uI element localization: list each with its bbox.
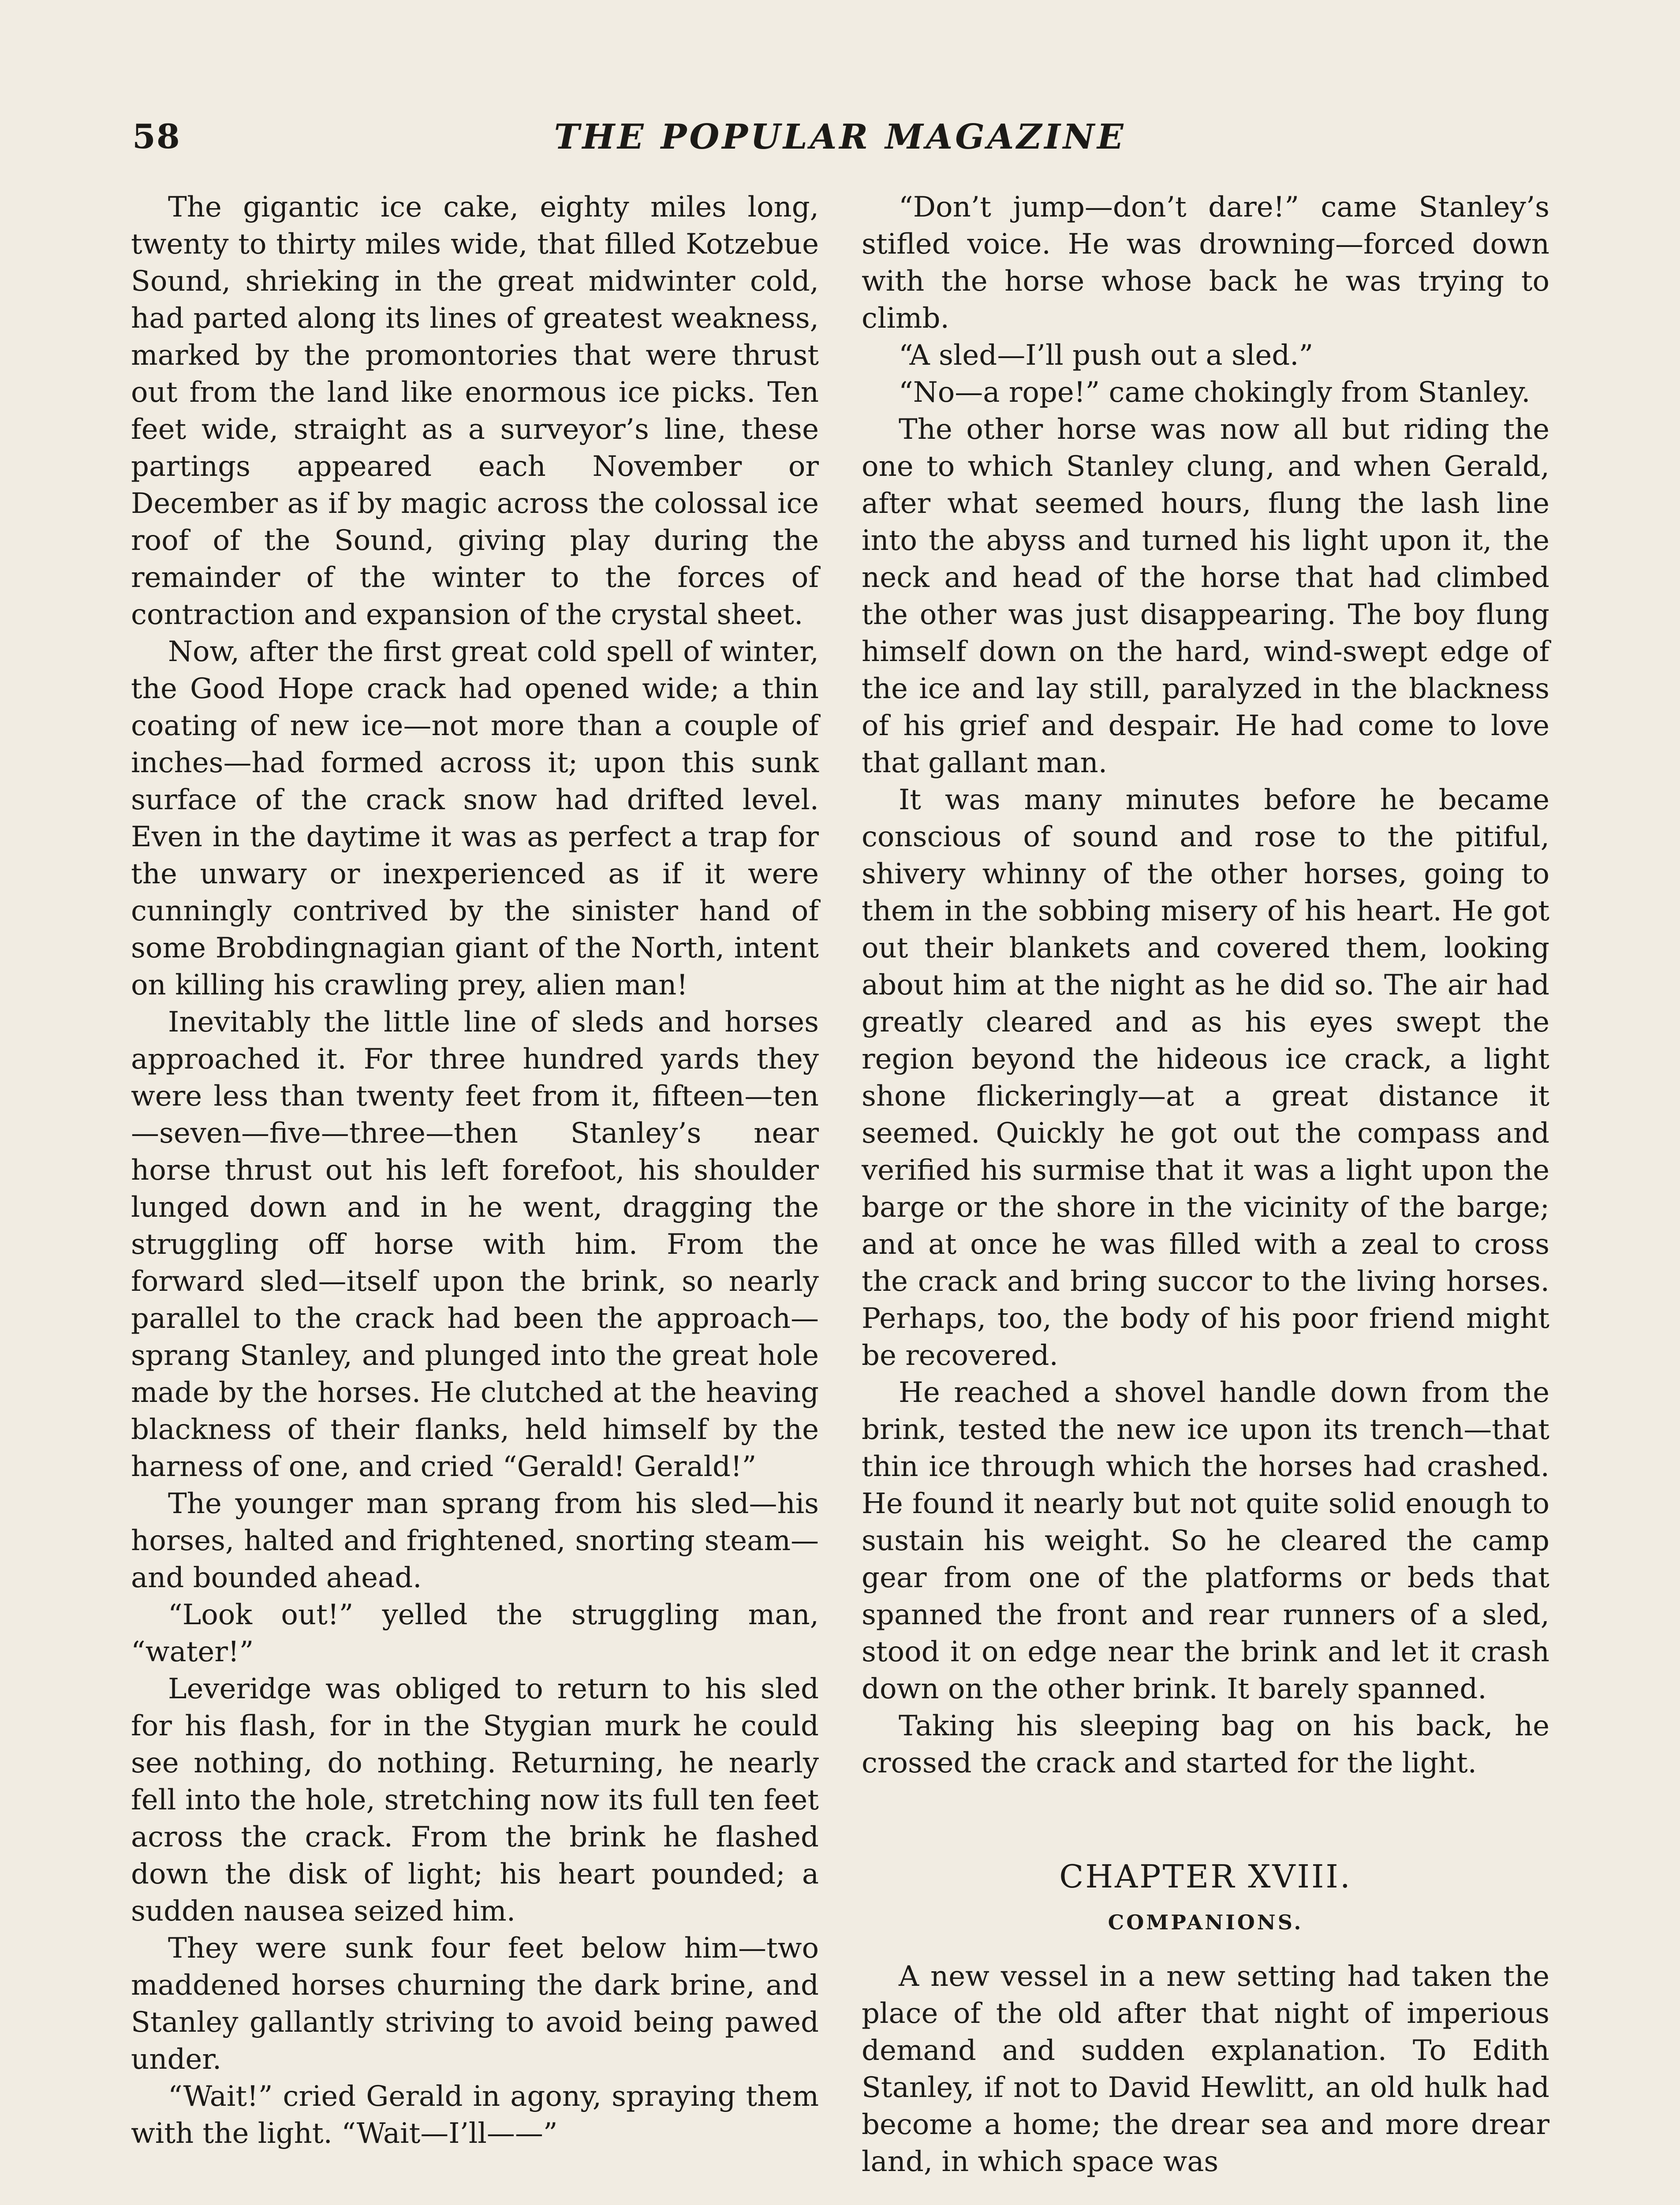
paragraph: “No—a rope!” came chokingly from Stanley. bbox=[899, 376, 1531, 409]
page-header bbox=[132, 117, 1548, 170]
paragraph: “Wait!” cried Gerald in agony, spraying them with the light. “Wait—I’ll——” bbox=[131, 2080, 819, 2150]
paragraph: The gigantic ice cake, eighty miles long, twenty to thirty miles wide, that filled Kotzebue Sound, shrieking in the great midwinter cold, had parted along its lines of greatest weakness, marked by the promontories that were thrust out from the land like enormous ice picks. Ten feet wide, straight as a surveyor’s line, these partings appeared each November or December as if by magic across the colossal ice roof of the Sound, giving play during the remainder of the winter to the forces of contraction and expansion of the crystal sheet. bbox=[131, 191, 819, 631]
paragraph: Taking his sleeping bag on his back, he crossed the crack and started for the light. bbox=[862, 1710, 1549, 1779]
right-column bbox=[862, 189, 1549, 2180]
paragraph: “A sled—I’ll push out a sled.” bbox=[899, 339, 1314, 372]
chapter-heading bbox=[862, 1857, 1549, 1938]
paragraph: The younger man sprang from his sled—his horses, halted and frightened, snorting steam—and bounded ahead. bbox=[131, 1487, 819, 1594]
paragraph: Inevitably the little line of sleds and horses approached it. For three hundred yards they were less than twenty feet from it, fifteen—ten—seven—five—three—then Stanley’s near horse thrust out his left forefoot, his shoulder lunged down and in he went, dragging the struggling off horse with him. From the forward sled—itself upon the brink, so nearly parallel to the crack had been the approach—sprang Stanley, and plunged into the great hole made by the horses. He clutched at the heaving blackness of their flanks, held himself by the harness of one, and cried “Gerald! Gerald!” bbox=[131, 1006, 819, 1483]
left-column bbox=[131, 189, 819, 2152]
paragraph: “Don’t jump—don’t dare!” came Stanley’s stifled voice. He was drowning—forced down with the horse whose back he was trying to climb. bbox=[862, 191, 1549, 335]
paragraph: They were sunk four feet below him—two maddened horses churning the dark brine, and Stanley gallantly striving to avoid being pawed under. bbox=[131, 1932, 819, 2076]
paragraph: It was many minutes before he became conscious of sound and rose to the pitiful, shivery whinny of the other horses, going to them in the sobbing misery of his heart. He got out their blankets and covered them, looking about him at the night as he did so. The air had greatly cleared and as his eyes swept the region beyond the hideous ice crack, a light shone flickeringly—at a great distance it seemed. Quickly he got out the compass and verified his surmise that it was a light upon the barge or the shore in the vicinity of the barge; and at once he was filled with a zeal to cross the crack and bring succor to the living horses. Perhaps, too, the body of his poor friend might be recovered. bbox=[862, 784, 1549, 1372]
paragraph: A new vessel in a new setting had taken the place of the old after that night of imperious demand and sudden explanation. To Edith Stanley, if not to David Hewlitt, an old hulk had become a home; the drear sea and more drear land, in which space was bbox=[862, 1960, 1549, 2178]
chapter-subtitle: COMPANIONS. bbox=[1108, 1910, 1303, 1934]
paragraph: “Look out!” yelled the struggling man, “water!” bbox=[131, 1599, 819, 1668]
running-title: THE POPULAR MAGAZINE bbox=[554, 117, 1126, 157]
paragraph: Leveridge was obliged to return to his sled for his flash, for in the Stygian murk he could see nothing, do nothing. Returning, he nearly fell into the hole, stretching now its full ten feet across the crack. From the brink he flashed down the disk of light; his heart pounded; a sudden nausea seized him. bbox=[131, 1673, 819, 1928]
chapter-title: CHAPTER XVIII. bbox=[1059, 1858, 1352, 1895]
paragraph: The other horse was now all but riding the one to which Stanley clung, and when Gerald, after what seemed hours, flung the lash line into the abyss and turned his light upon it, the neck and head of the horse that had climbed the other was just disappearing. The boy flung himself down on the hard, wind-swept edge of the ice and lay still, paralyzed in the blackness of his grief and despair. He had come to love that gallant man. bbox=[862, 413, 1549, 779]
paragraph: He reached a shovel handle down from the brink, tested the new ice upon its trench—that thin ice through which the horses had crashed. He found it nearly but not quite solid enough to sustain his weight. So he cleared the camp gear from one of the platforms or beds that spanned the front and rear runners of a sled, stood it on edge near the brink and let it crash down on the other brink. It barely spanned. bbox=[862, 1376, 1549, 1705]
page-number: 58 bbox=[132, 117, 181, 156]
paragraph: Now, after the first great cold spell of winter, the Good Hope crack had opened wide; a thin coating of new ice—not more than a couple of inches—had formed across it; upon this sunk surface of the crack snow had drifted level. Even in the daytime it was as perfect a trap for the unwary or inexperienced as if it were cunningly contrived by the sinister hand of some Brobdingnagian giant of the North, intent on killing his crawling prey, alien man! bbox=[131, 635, 819, 1002]
